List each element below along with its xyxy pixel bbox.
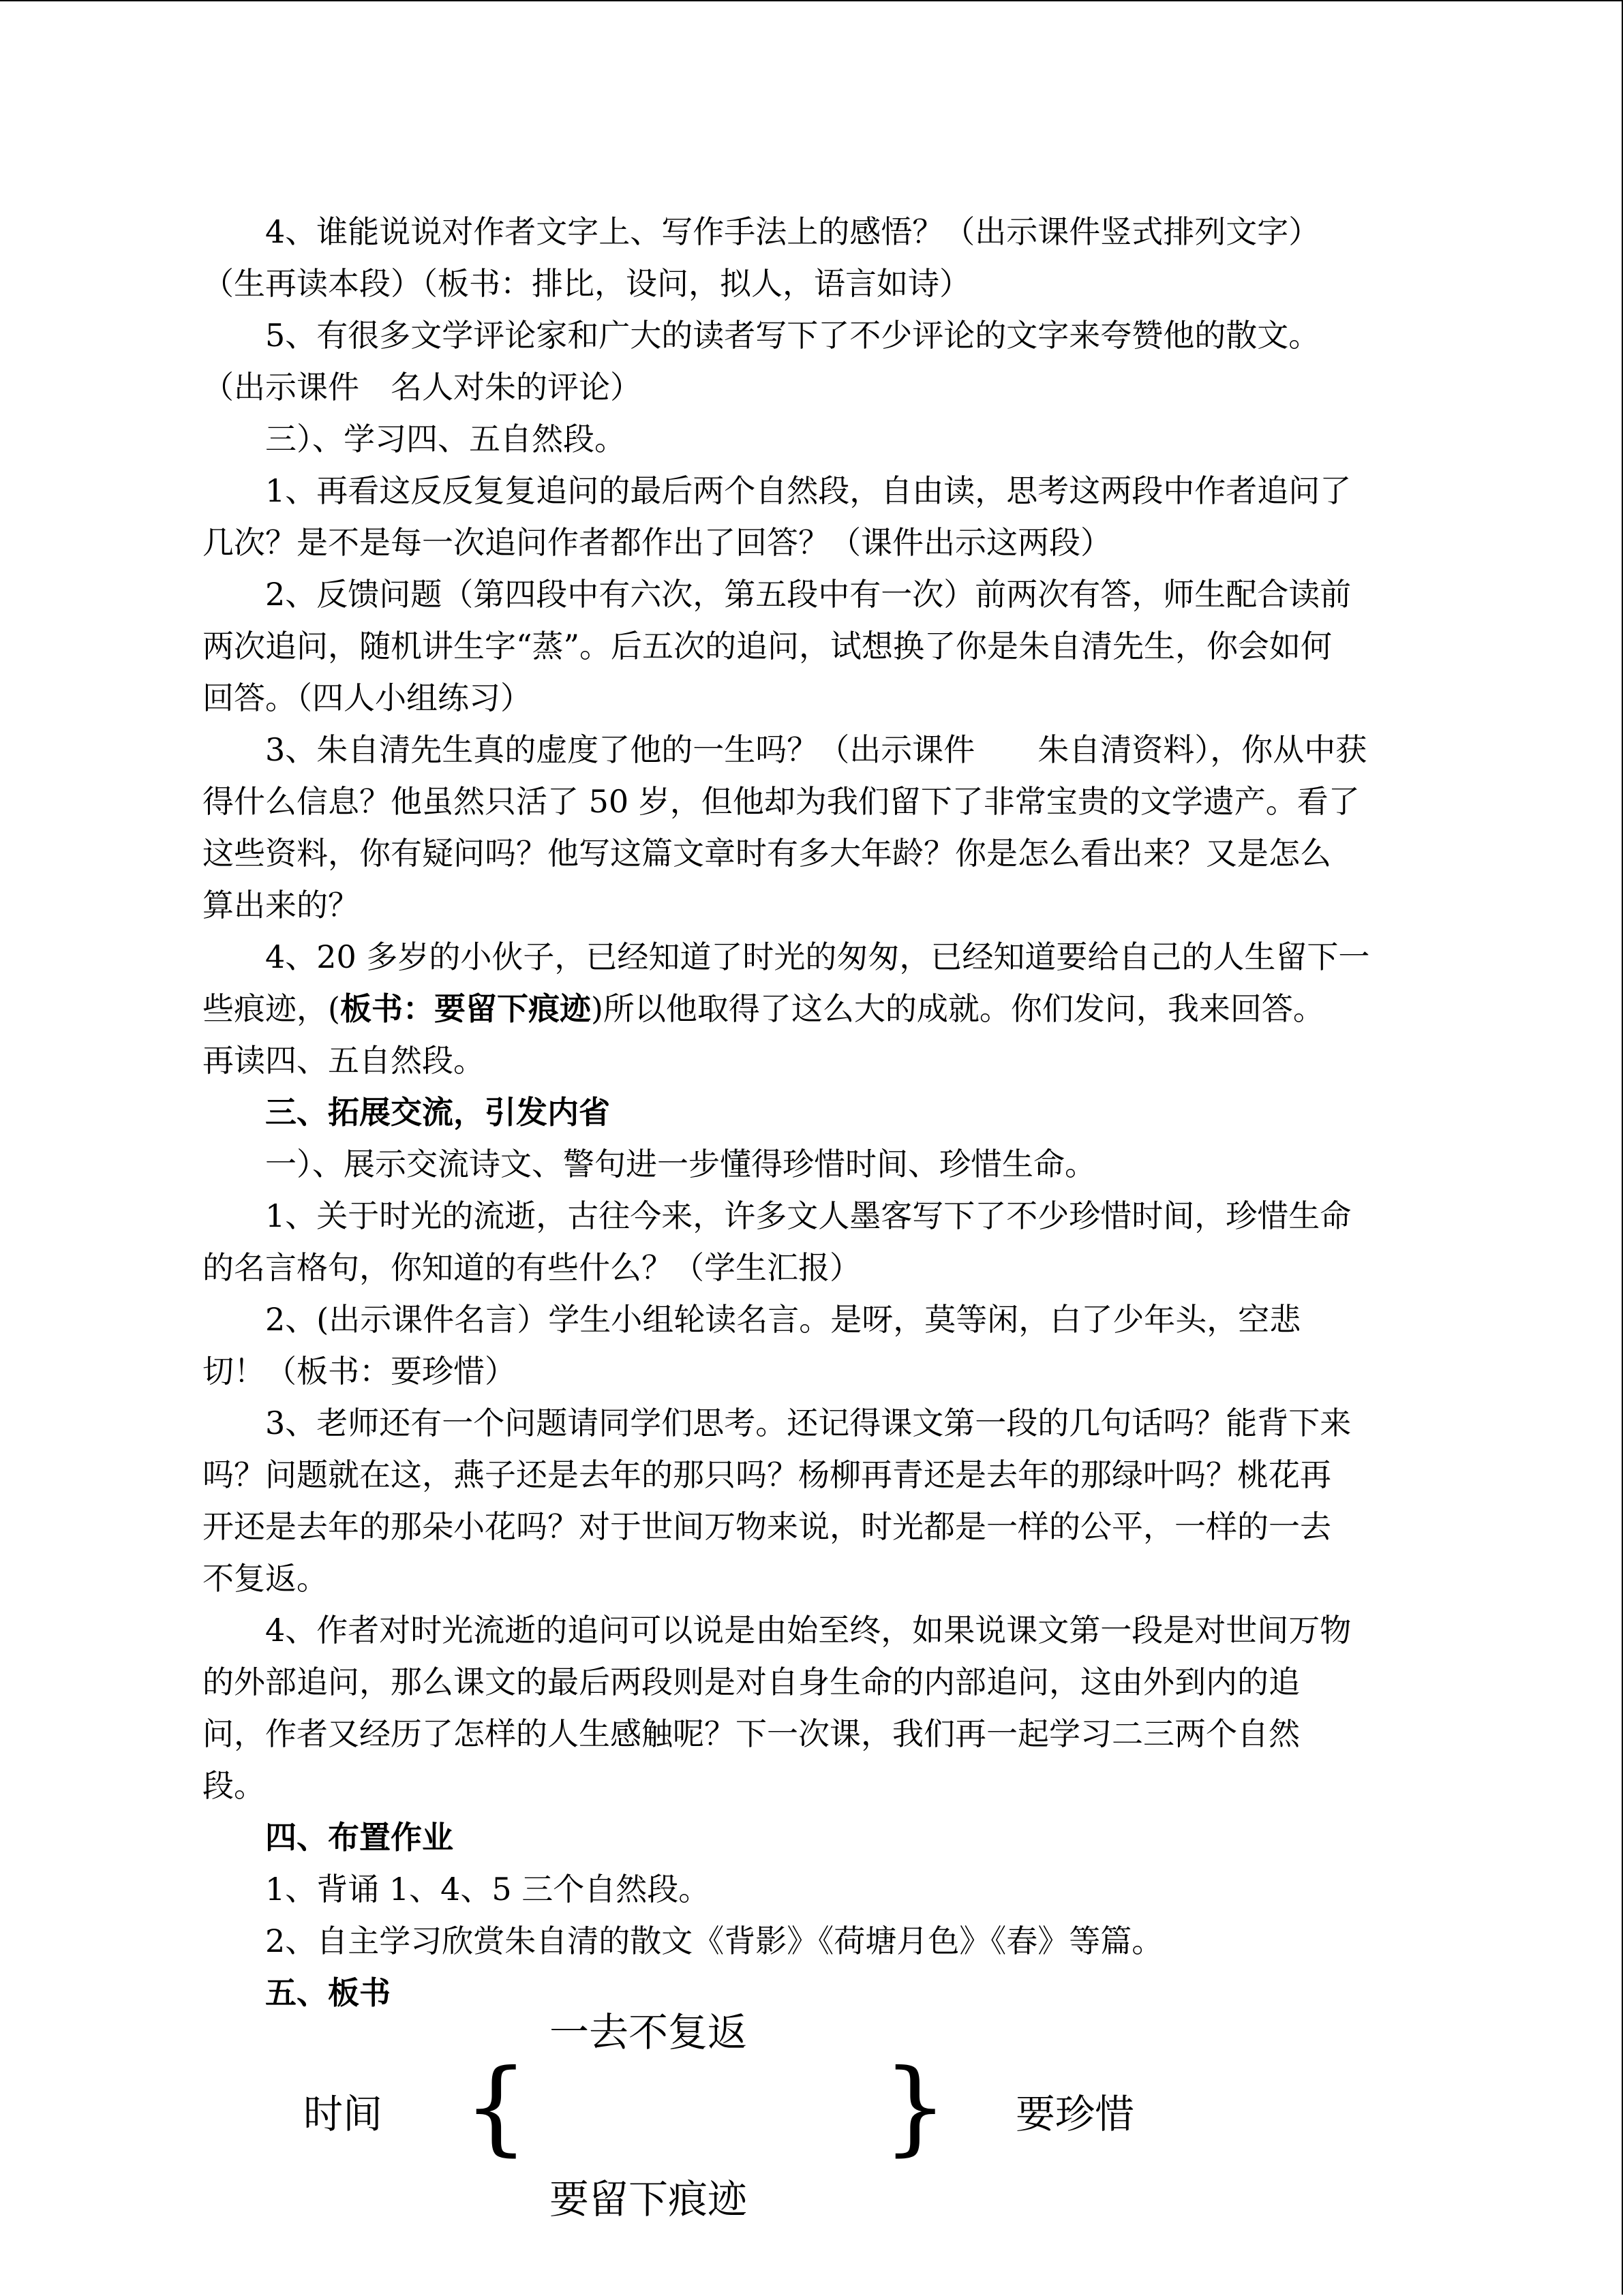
text-line: 5、有很多文学评论家和广大的读者写下了不少评论的文字来夸赞他的散文。 (265, 317, 1320, 354)
text-line: 2、自主学习欣赏朱自清的散文《背影》《荷塘月色》《春》等篇。 (265, 1923, 1164, 1959)
blackboard-top-text: 一去不复返 (549, 2009, 748, 2055)
text-line: 2、(出示课件名言）学生小组轮读名言。是呀，莫等闲，白了少年头，空悲 (265, 1301, 1301, 1338)
blackboard-bottom-text: 要留下痕迹 (549, 2176, 748, 2222)
text-line: （出示课件 名人对朱的评论） (202, 369, 641, 405)
text-line: 这些资料，你有疑问吗？他写这篇文章时有多大年龄？你是怎么看出来？又是怎么 (202, 835, 1331, 872)
text-line: 算出来的？ (202, 887, 359, 923)
text-line: 五、板书 (265, 1974, 391, 2011)
text-line: （生再读本段）（板书：排比，设问，拟人，语言如诗） (202, 265, 971, 302)
text-line: 1、再看这反反复复追问的最后两个自然段，自由读，思考这两段中作者追问了 (265, 472, 1352, 509)
text-line: 问，作者又经历了怎样的人生感触呢？下一次课，我们再一起学习二三两个自然 (202, 1715, 1300, 1752)
text-line (202, 983, 1409, 1035)
text-line: 3、朱自清先生真的虚度了他的一生吗？（出示课件 朱自清资料），你从中获 (265, 731, 1367, 768)
text-line: 再读四、五自然段。 (202, 1042, 485, 1079)
text-line: 1、关于时光的流逝，古往今来，许多文人墨客写下了不少珍惜时间，珍惜生命 (265, 1197, 1352, 1234)
text-line: 吗？问题就在这，燕子还是去年的那只吗？杨柳再青还是去年的那绿叶吗？桃花再 (202, 1456, 1331, 1493)
text-line: 三、拓展交流，引发内省 (265, 1094, 610, 1131)
text-line: 三）、学习四、五自然段。 (265, 420, 626, 457)
text-line: 回答。（四人小组练习） (202, 679, 532, 716)
lesson-plan-body (202, 206, 1409, 2019)
text-line: 1、背诵 1、4、5 三个自然段。 (265, 1871, 710, 1908)
text-line: 4、谁能说说对作者文字上、写作手法上的感悟？（出示课件竖式排列文字） (265, 213, 1320, 250)
text-line: 3、老师还有一个问题请同学们思考。还记得课文第一段的几句话吗？能背下来 (265, 1405, 1352, 1441)
text-segment: 些痕迹，( (202, 990, 340, 1027)
text-line: 两次追问，随机讲生字“蒸”。后五次的追问，试想换了你是朱自清先生，你会如何 (202, 628, 1333, 664)
text-line: 四、布置作业 (265, 1819, 453, 1856)
blackboard-note-bold: 板书：要留下痕迹 (339, 990, 591, 1027)
text-line: 4、20 多岁的小伙子，已经知道了时光的匆匆，已经知道要给自己的人生留下一 (265, 938, 1370, 975)
text-line: 的外部追问，那么课文的最后两段则是对自身生命的内部追问，这由外到内的追 (202, 1664, 1300, 1700)
text-line: 的名言格句，你知道的有些什么？（学生汇报） (202, 1249, 861, 1286)
text-line: 得什么信息？他虽然只活了 50 岁，但他却为我们留下了非常宝贵的文学遗产。看了 (202, 783, 1360, 820)
text-line: 4、作者对时光流逝的追问可以说是由始至终，如果说课文第一段是对世间万物 (265, 1612, 1352, 1649)
text-line: 几次？是不是每一次追问作者都作出了回答？（课件出示这两段） (202, 524, 1112, 561)
right-brace: } (883, 2048, 948, 2167)
blackboard-left-text: 时间 (303, 2091, 383, 2137)
left-brace: { (464, 2048, 529, 2167)
text-segment: )所以他取得了这么大的成就。你们发问，我来回答。 (590, 990, 1324, 1027)
text-line: 2、反馈问题（第四段中有六次，第五段中有一次）前两次有答，师生配合读前 (265, 576, 1352, 613)
text-line: 开还是去年的那朵小花吗？对于世间万物来说，时光都是一样的公平，一样的一去 (202, 1508, 1331, 1545)
text-line: 切！（板书：要珍惜） (202, 1353, 516, 1390)
blackboard-right-text: 要珍惜 (1016, 2091, 1135, 2137)
text-line: 段。 (202, 1767, 265, 1804)
text-line: 一）、展示交流诗文、警句进一步懂得珍惜时间、珍惜生命。 (265, 1146, 1096, 1182)
text-line: 不复返。 (202, 1560, 328, 1597)
